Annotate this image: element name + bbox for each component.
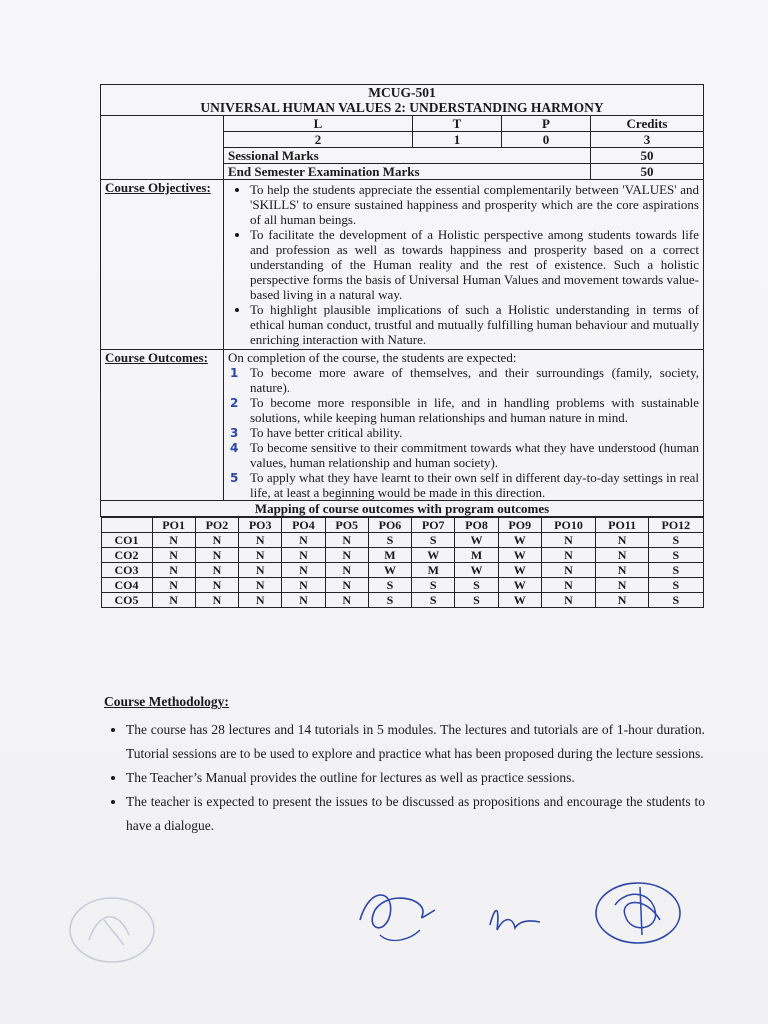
mapping-cell: N xyxy=(596,548,649,563)
mapping-cell: S xyxy=(368,533,411,548)
end-sem-marks-label: End Semester Examination Marks xyxy=(224,164,591,180)
mapping-cell: M xyxy=(368,548,411,563)
mapping-cell: S xyxy=(649,533,703,548)
mapping-col-header: PO4 xyxy=(282,518,325,533)
faint-stamp-icon xyxy=(64,890,164,970)
mapping-cell: S xyxy=(455,593,498,608)
outcomes-label: Course Outcomes: xyxy=(101,350,224,501)
mapping-cell: S xyxy=(649,593,703,608)
mapping-row xyxy=(101,548,703,563)
course-table xyxy=(100,84,704,608)
mapping-row xyxy=(101,563,703,578)
mapping-cell: N xyxy=(541,563,595,578)
mapping-cell: N xyxy=(152,563,195,578)
handwritten-number: 1 xyxy=(230,366,239,380)
mapping-cell: N xyxy=(282,563,325,578)
mapping-cell: N xyxy=(541,533,595,548)
mapping-cell: N xyxy=(282,593,325,608)
mapping-cell: N xyxy=(325,593,368,608)
mapping-cell: N xyxy=(152,593,195,608)
mapping-row-label: CO1 xyxy=(101,533,152,548)
methodology-item: • The Teacher’s Manual provides the outline for lectures as well as practice sessions. xyxy=(126,766,705,790)
mapping-cell: N xyxy=(239,563,282,578)
course-title: UNIVERSAL HUMAN VALUES 2: UNDERSTANDING HARMONY xyxy=(200,100,604,115)
mapping-cell: W xyxy=(368,563,411,578)
mapping-row xyxy=(101,533,703,548)
mapping-cell: M xyxy=(455,548,498,563)
mapping-cell: N xyxy=(282,548,325,563)
mapping-cell: W xyxy=(455,533,498,548)
credit-label-t: T xyxy=(413,116,502,132)
mapping-cell: N xyxy=(541,578,595,593)
mapping-cell: N xyxy=(325,548,368,563)
mapping-cell: N xyxy=(239,593,282,608)
mapping-cell: W xyxy=(498,548,541,563)
outcome-item xyxy=(230,470,699,500)
outcome-text: To apply what they have learnt to their own self in different day-to-day settings in real life, at least a beginning would be made in this direction. xyxy=(250,470,699,500)
mapping-col-header: PO11 xyxy=(596,518,649,533)
mapping-cell: S xyxy=(368,593,411,608)
mapping-cell: N xyxy=(325,578,368,593)
sessional-marks-label: Sessional Marks xyxy=(224,148,591,164)
credit-value-l: 2 xyxy=(224,132,413,148)
course-header xyxy=(101,85,704,116)
mapping-cell: S xyxy=(649,563,703,578)
objectives-list xyxy=(228,182,699,347)
mapping-cell: W xyxy=(498,563,541,578)
objective-item: • To help the students appreciate the essential complementarily between 'VALUES' and 'SKILLS' to ensure sustained happiness and prosperity which are the core aspirations of all human beings. xyxy=(250,182,699,227)
mapping-cell: S xyxy=(412,533,455,548)
outcome-text: To become more aware of themselves, and their surroundings (family, society, nature). xyxy=(250,365,699,395)
outcome-item xyxy=(230,440,699,470)
mapping-col-header: PO6 xyxy=(368,518,411,533)
mapping-cell: W xyxy=(498,533,541,548)
mapping-cell: S xyxy=(412,593,455,608)
outcomes-list xyxy=(228,365,699,500)
methodology-section xyxy=(100,690,705,838)
handwritten-number: 5 xyxy=(230,471,239,485)
objective-item: • To highlight plausible implications of such a Holistic understanding in terms of ethical human conduct, trustful and mutually fulfilling human behaviour and mutually enriching interaction with Nature. xyxy=(250,302,699,347)
mapping-cell: N xyxy=(195,578,238,593)
credit-label-credits: Credits xyxy=(591,116,704,132)
mapping-cell: N xyxy=(596,563,649,578)
outcome-item xyxy=(230,365,699,395)
mapping-cell: N xyxy=(541,548,595,563)
mapping-cell: N xyxy=(239,533,282,548)
mapping-col-header: PO5 xyxy=(325,518,368,533)
mapping-cell: N xyxy=(325,563,368,578)
mapping-cell: N xyxy=(195,533,238,548)
outcome-text: To become more responsible in life, and in handling problems with sustainable solutions, while keeping human relationships and human nature in mind. xyxy=(250,395,699,425)
methodology-list xyxy=(100,718,705,838)
mapping-cell: W xyxy=(412,548,455,563)
methodology-item: • The teacher is expected to present the issues to be discussed as propositions and encourage the students to have a dialogue. xyxy=(126,790,705,838)
objectives-label: Course Objectives: xyxy=(101,180,224,350)
mapping-cell: N xyxy=(152,548,195,563)
stamp-signature-icon xyxy=(590,875,690,950)
mapping-cell: N xyxy=(239,548,282,563)
mapping-col-header: PO9 xyxy=(498,518,541,533)
credit-label-p: P xyxy=(502,116,591,132)
methodology-item: • The course has 28 lectures and 14 tutorials in 5 modules. The lectures and tutorials are of 1-hour duration. Tutorial sessions are to be used to explore and practice what has been proposed during the lecture sessions. xyxy=(126,718,705,766)
mapping-corner xyxy=(101,518,152,533)
outcome-item xyxy=(230,395,699,425)
mapping-row-label: CO3 xyxy=(101,563,152,578)
mapping-col-header: PO7 xyxy=(412,518,455,533)
objectives-cell xyxy=(224,180,704,350)
mapping-title: Mapping of course outcomes with program outcomes xyxy=(101,501,704,517)
mapping-cell: N xyxy=(596,533,649,548)
mapping-cell: W xyxy=(455,563,498,578)
mapping-cell: M xyxy=(412,563,455,578)
mapping-row-label: CO4 xyxy=(101,578,152,593)
mapping-body xyxy=(101,533,703,608)
credit-value-t: 1 xyxy=(413,132,502,148)
end-sem-marks-value: 50 xyxy=(591,164,704,180)
mapping-col-header: PO10 xyxy=(541,518,595,533)
mapping-col-header: PO3 xyxy=(239,518,282,533)
mapping-col-header: PO12 xyxy=(649,518,703,533)
methodology-title: Course Methodology: xyxy=(104,694,229,709)
credit-value-credits: 3 xyxy=(591,132,704,148)
mapping-header-row xyxy=(101,518,703,533)
handwritten-number: 2 xyxy=(230,396,239,410)
handwritten-number: 4 xyxy=(230,441,239,455)
mapping-row-label: CO2 xyxy=(101,548,152,563)
course-code: MCUG-501 xyxy=(368,85,436,100)
mapping-row xyxy=(101,578,703,593)
outcomes-cell xyxy=(224,350,704,501)
mapping-cell: N xyxy=(325,533,368,548)
mapping-cell: S xyxy=(649,578,703,593)
mapping-col-header: PO2 xyxy=(195,518,238,533)
mapping-container xyxy=(101,517,704,609)
mapping-cell: S xyxy=(412,578,455,593)
handwritten-number: 3 xyxy=(230,426,239,440)
mapping-col-header: PO1 xyxy=(152,518,195,533)
mapping-cell: N xyxy=(541,593,595,608)
mapping-cell: N xyxy=(596,593,649,608)
mapping-cell: N xyxy=(152,533,195,548)
mapping-cell: S xyxy=(455,578,498,593)
signature-2-icon xyxy=(485,900,545,940)
credit-value-p: 0 xyxy=(502,132,591,148)
mapping-cell: N xyxy=(282,533,325,548)
mapping-cell: W xyxy=(498,578,541,593)
mapping-cell: N xyxy=(195,593,238,608)
outcome-text: To have better critical ability. xyxy=(250,425,403,440)
mapping-col-header: PO8 xyxy=(455,518,498,533)
mapping-cell: N xyxy=(596,578,649,593)
outcome-item xyxy=(230,425,699,440)
outcome-text: To become sensitive to their commitment towards what they have understood (human values, human relationship and human society). xyxy=(250,440,699,470)
mapping-cell: W xyxy=(498,593,541,608)
outcomes-intro: On completion of the course, the students are expected: xyxy=(228,350,517,365)
signature-1-icon xyxy=(350,880,450,950)
objective-item: • To facilitate the development of a Holistic perspective among students towards life and profession as well as towards happiness and prosperity based on a correct understanding of the Human reality and the rest of existence. Such a holistic perspective forms the basis of Universal Human Values and movement towards value-based living in a natural way. xyxy=(250,227,699,302)
mapping-cell: S xyxy=(368,578,411,593)
mapping-row-label: CO5 xyxy=(101,593,152,608)
mapping-table xyxy=(101,517,704,608)
mapping-cell: N xyxy=(282,578,325,593)
blank-cell xyxy=(101,116,224,180)
mapping-row xyxy=(101,593,703,608)
mapping-cell: N xyxy=(195,563,238,578)
credit-label-l: L xyxy=(224,116,413,132)
mapping-cell: N xyxy=(195,548,238,563)
mapping-cell: S xyxy=(649,548,703,563)
mapping-cell: N xyxy=(239,578,282,593)
mapping-cell: N xyxy=(152,578,195,593)
sessional-marks-value: 50 xyxy=(591,148,704,164)
